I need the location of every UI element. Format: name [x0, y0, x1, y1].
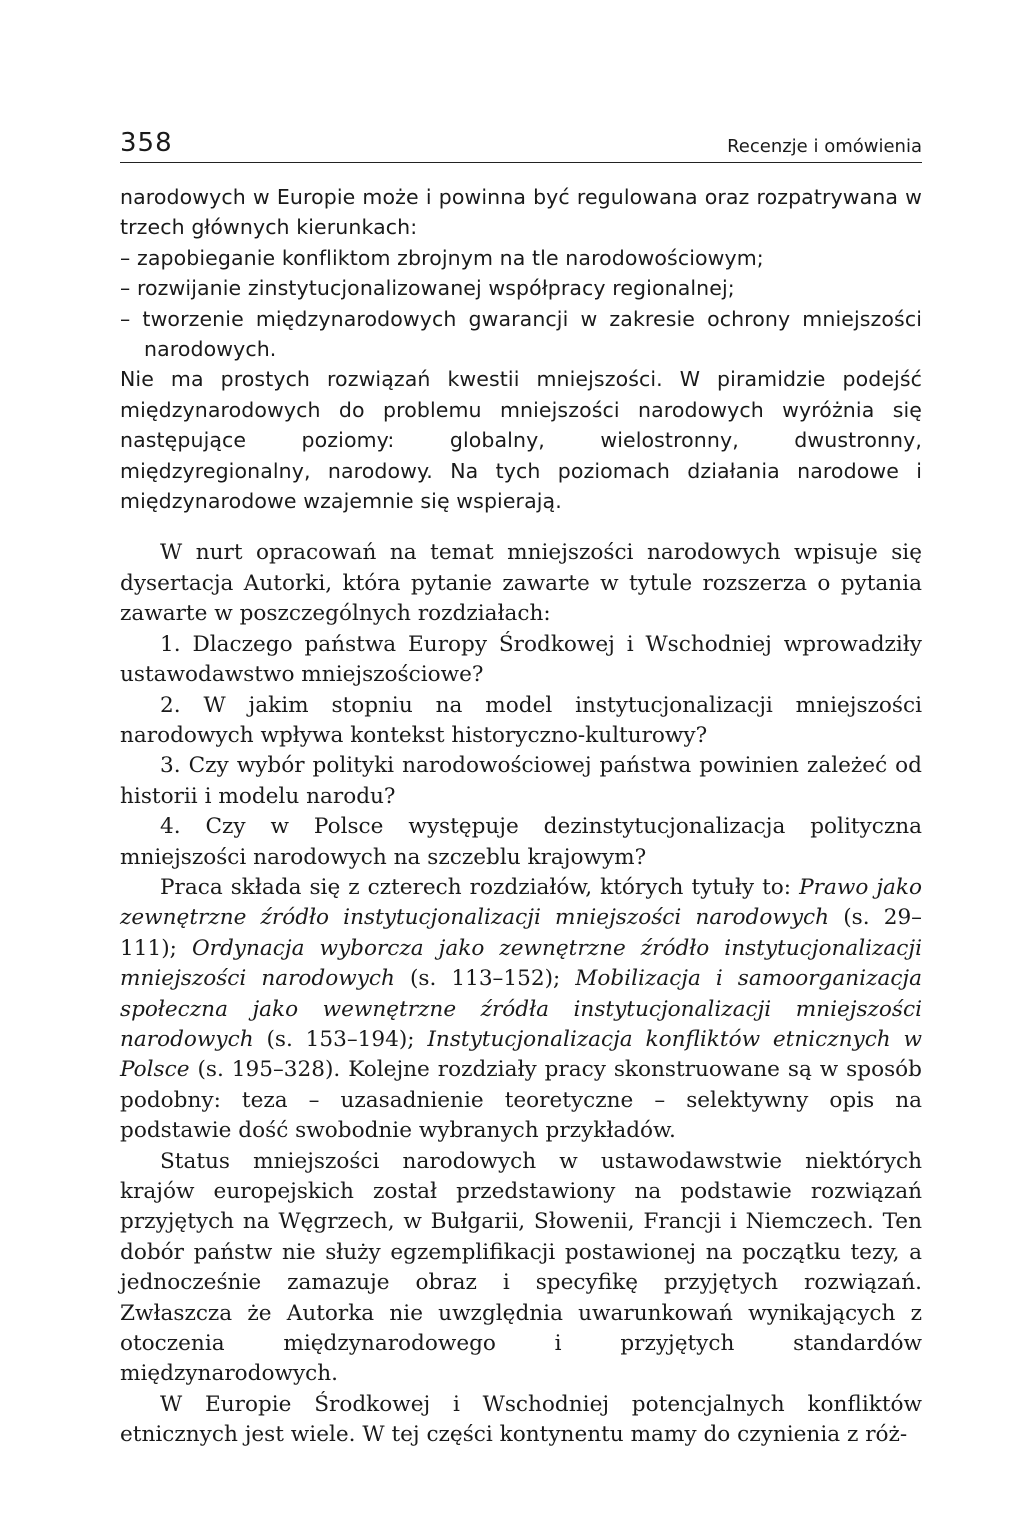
chapters-intro: Praca składa się z czterech rozdziałów, których tytuły to:	[160, 874, 792, 900]
dash-item-2: – rozwijanie zinstytucjonalizowanej współpracy regionalnej;	[120, 276, 735, 301]
chapters-paragraph	[120, 873, 922, 1147]
page	[120, 126, 922, 1451]
dash-item-3: – tworzenie międzynarodowych gwarancji w zakresie ochrony mniejszości narodowych.	[120, 306, 922, 362]
chapter-2-pages: (s. 113–152);	[409, 966, 561, 992]
question-2: 2. W jakim stopniu na model instytucjonalizacji mniejszości narodowych wpływa kontekst historyczno-kulturowy?	[120, 692, 922, 748]
intro-paragraph: narodowych w Europie może i powinna być regulowana oraz rozpatrywana w trzech głównych kierunkach:	[120, 185, 922, 240]
page-header	[120, 126, 922, 163]
conflicts-paragraph: W Europie Środkowej i Wschodniej potencjalnych konfliktów etnicznych jest wiele. W tej części kontynentu mamy do czynienia z róż-	[120, 1391, 922, 1448]
chapter-4-pages: (s. 195–328).	[197, 1057, 341, 1083]
chapter-4-title: Instytucjonalizacja konfliktów etnicznych w Polsce	[120, 1026, 923, 1083]
chapter-2-title: Ordynacja wyborcza jako zewnętrzne źródło instytucjonalizacji mniejszości narodowych	[120, 935, 922, 992]
chapters-outro: Kolejne rozdziały pracy skonstruowane są w sposób podobny: teza – uzasadnienie teoretyczne – selektywny opis na podstawie dość swobodnie wybranych przykładów.	[120, 1057, 922, 1144]
status-paragraph: Status mniejszości narodowych w ustawodawstwie niektórych krajów europejskich został przedstawiony na podstawie rozwiązań przyjętych na Węgrzech, w Bułgarii, Słowenii, Francji i Niemczech. Ten dobór państw nie służy egzemplifikacji postawionej na początku tezy, a jednocześnie zamazuje obraz i specyfikę przyjętych rozwiązań. Zwłaszcza że Autorka nie uwzględnia uwarunkowań wynikających z otoczenia międzynarodowego i przyjętych standardów międzynarodowych.	[120, 1148, 922, 1387]
page-number: 358	[120, 128, 173, 158]
levels-paragraph: Nie ma prostych rozwiązań kwestii mniejszości. W piramidzie podejść międzynarodowych do problemu mniejszości narodowych wyróżnia się następujące poziomy: globalny, wielostronny, dwustronny, międzyregionalny, narodowy. Na tych poziomach działania narodowe i międzynarodowe wzajemnie się wspierają.	[120, 367, 922, 514]
chapter-3-title: Mobilizacja i samoorganizacja społeczna jako wewnętrzne źródła instytucjonalizacji mniejszości narodowych	[120, 966, 922, 1052]
question-4: 4. Czy w Polsce występuje dezinstytucjonalizacja polityczna mniejszości narodowych na szczeblu krajowym?	[120, 814, 922, 870]
dash-item-1: – zapobieganie konfliktom zbrojnym na tle narodowościowym;	[120, 245, 764, 270]
paragraph-gap	[120, 516, 922, 538]
body-text	[120, 182, 922, 1451]
running-head: Recenzje i omówienia	[727, 136, 922, 157]
question-1: 1. Dlaczego państwa Europy Środkowej i Wschodniej wprowadziły ustawodawstwo mniejszościowe?	[120, 631, 922, 688]
question-3: 3. Czy wybór polityki narodowościowej państwa powinien zależeć od historii i modelu narodu?	[120, 753, 922, 809]
chapter-1-pages: (s. 29–111);	[120, 905, 922, 961]
chapter-3-pages: (s. 153–194);	[266, 1026, 415, 1052]
chapter-1-title: Prawo jako zewnętrzne źródło instytucjonalizacji mniejszości narodowych	[120, 874, 922, 931]
dissertation-paragraph: W nurt opracowań na temat mniejszości narodowych wpisuje się dysertacja Autorki, która pytanie zawarte w tytule rozszerza o pytania zawarte w poszczególnych rozdziałach:	[120, 540, 922, 627]
